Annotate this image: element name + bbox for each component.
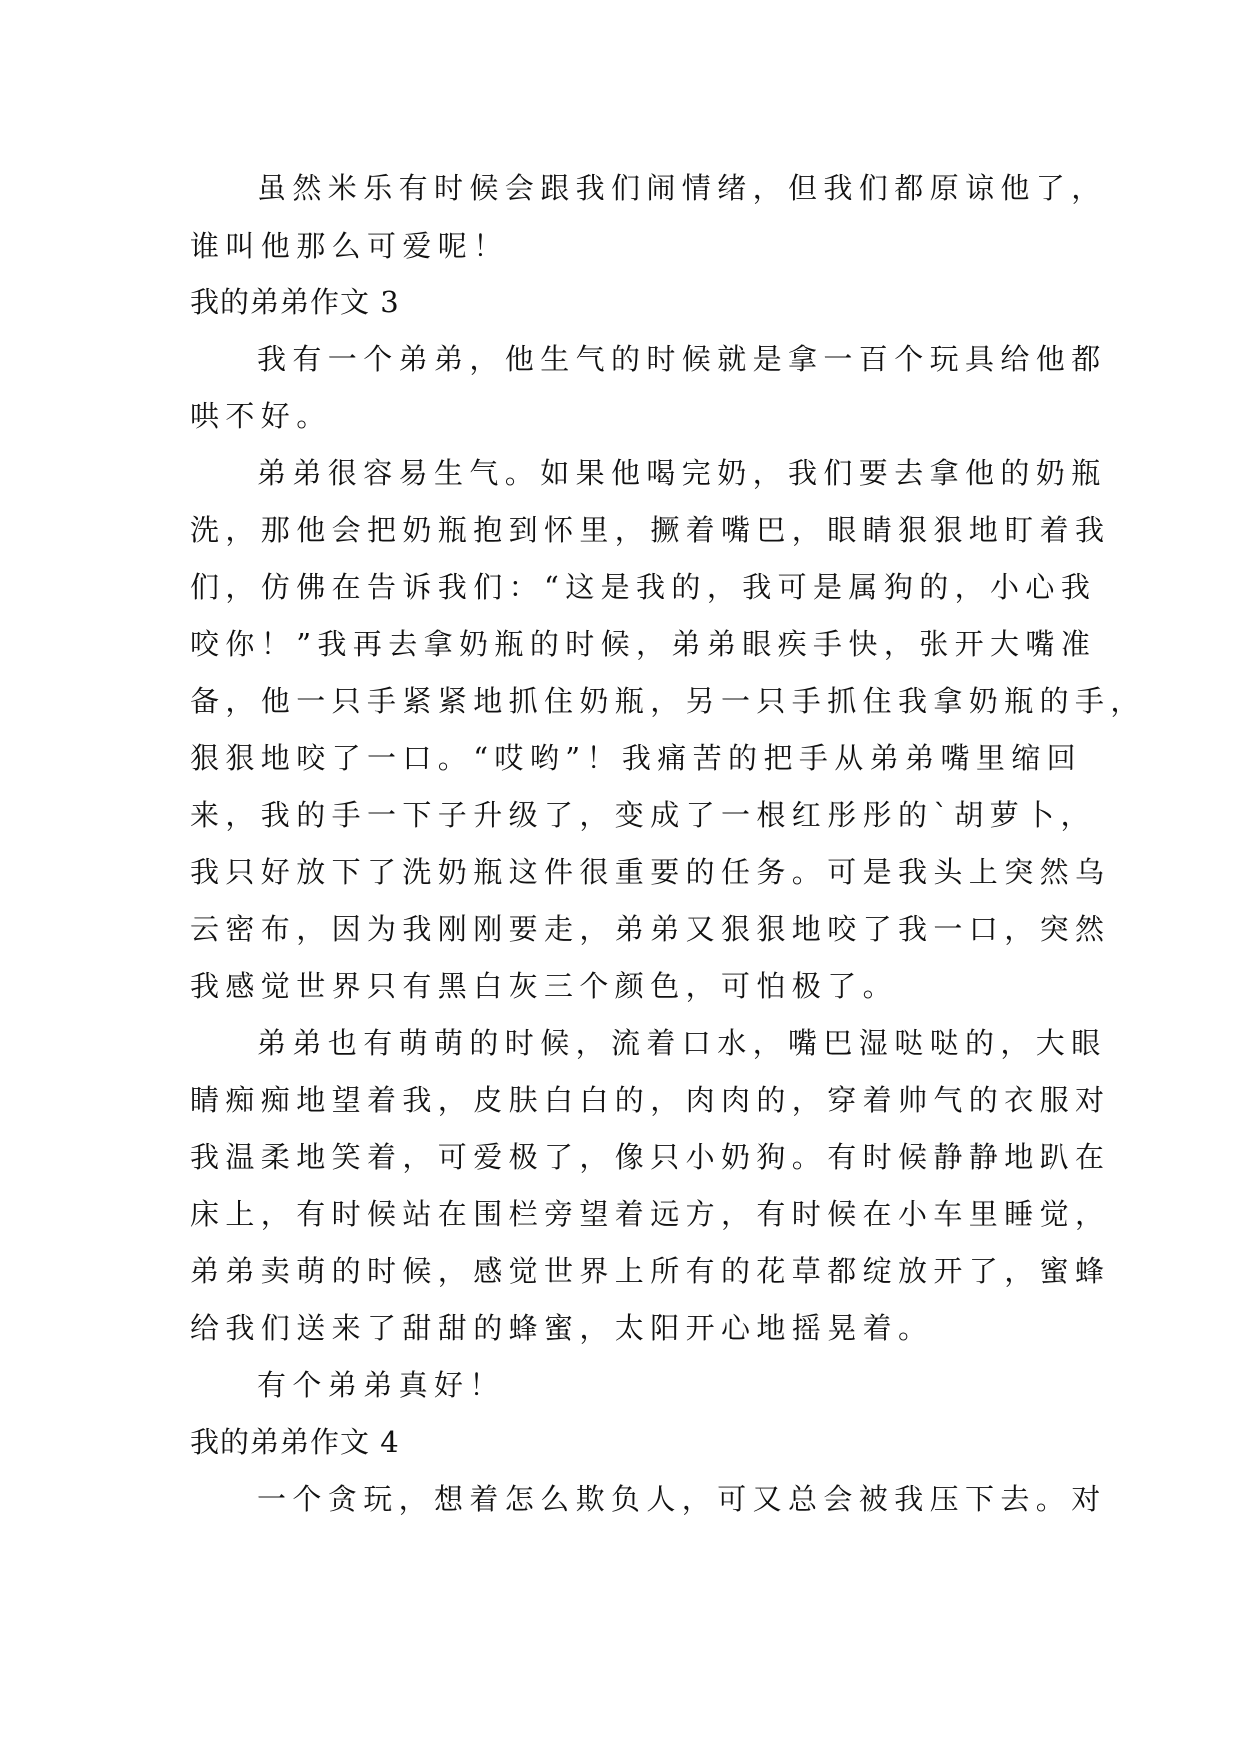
paragraph-line: 谁叫他那么可爱呢！: [190, 229, 509, 263]
paragraph-line: 床上，有时候站在围栏旁望着远方，有时候在小车里睡觉，: [190, 1197, 1111, 1231]
paragraph-line: 弟弟卖萌的时候，感觉世界上所有的花草都绽放开了，蜜蜂: [190, 1254, 1111, 1288]
paragraph-line: 云密布，因为我刚刚要走，弟弟又狠狠地咬了我一口，突然: [190, 912, 1111, 946]
paragraph-line: 咬你！”我再去拿奶瓶的时候，弟弟眼疾手快，张开大嘴准: [190, 627, 1097, 661]
paragraph-line: 给我们送来了甜甜的蜂蜜，太阳开心地摇晃着。: [190, 1311, 934, 1345]
paragraph-line: 狠狠地咬了一口。“哎哟”！我痛苦的把手从弟弟嘴里缩回: [190, 741, 1083, 775]
paragraph-line: 弟弟很容易生气。如果他喝完奶，我们要去拿他的奶瓶: [257, 456, 1107, 490]
paragraph-line: 虽然米乐有时候会跟我们闹情绪，但我们都原谅他了，: [257, 171, 1107, 205]
paragraph-line: 备，他一只手紧紧地抓住奶瓶，另一只手抓住我拿奶瓶的手，: [190, 684, 1146, 718]
paragraph-line: 弟弟也有萌萌的时候，流着口水，嘴巴湿哒哒的，大眼: [257, 1026, 1107, 1060]
paragraph-line: 睛痴痴地望着我，皮肤白白的，肉肉的，穿着帅气的衣服对: [190, 1083, 1111, 1117]
paragraph-line: 哄不好。: [190, 399, 332, 433]
section-heading: 我的弟弟作文 3: [190, 285, 400, 319]
paragraph-line: 洗，那他会把奶瓶抱到怀里，撅着嘴巴，眼睛狠狠地盯着我: [190, 513, 1111, 547]
section-heading: 我的弟弟作文 4: [190, 1425, 400, 1459]
paragraph-line: 们，仿佛在告诉我们：“这是我的，我可是属狗的，小心我: [190, 570, 1097, 604]
paragraph-line: 我温柔地笑着，可爱极了，像只小奶狗。有时候静静地趴在: [190, 1140, 1111, 1174]
paragraph-line: 我感觉世界只有黑白灰三个颜色，可怕极了。: [190, 969, 899, 1003]
paragraph-line: 一个贪玩，想着怎么欺负人，可又总会被我压下去。对: [257, 1482, 1107, 1516]
paragraph-line: 有个弟弟真好！: [257, 1368, 505, 1402]
paragraph-line: 我有一个弟弟，他生气的时候就是拿一百个玩具给他都: [257, 342, 1107, 376]
paragraph-line: 我只好放下了洗奶瓶这件很重要的任务。可是我头上突然乌: [190, 855, 1111, 889]
paragraph-line: 来，我的手一下子升级了，变成了一根红彤彤的`胡萝卜，: [190, 798, 1096, 832]
